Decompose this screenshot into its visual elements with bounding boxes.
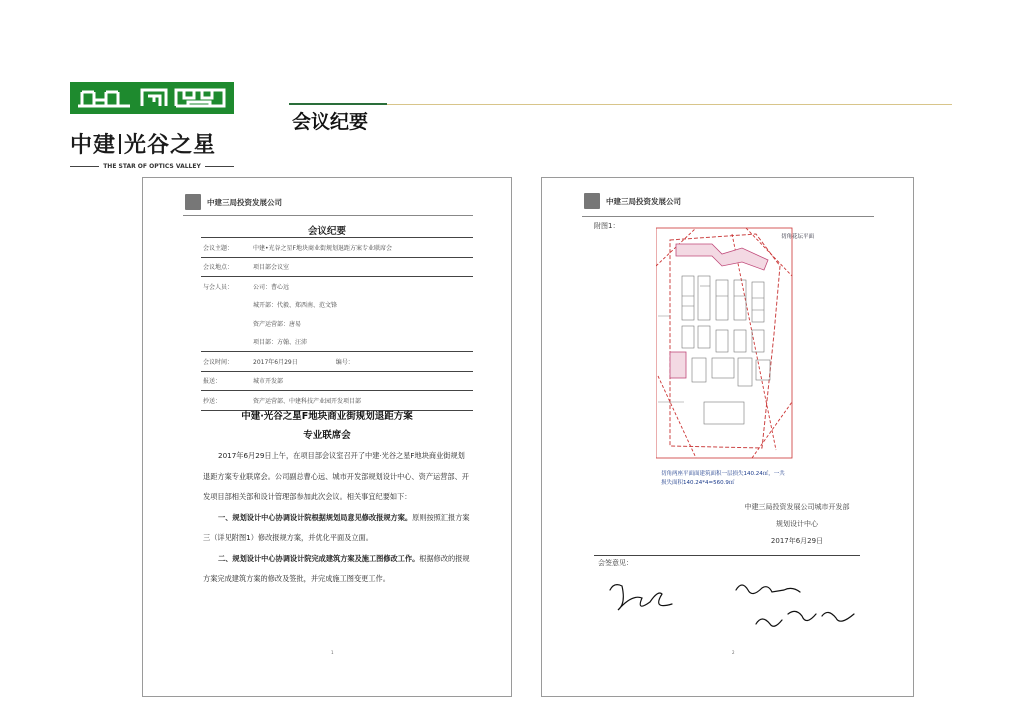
site-plan-drawing xyxy=(656,226,796,466)
issuer-block xyxy=(712,499,882,550)
info-value: 资产运营部、中建科技产业园开发项目部 xyxy=(251,391,473,411)
page-number: 2 xyxy=(732,650,735,655)
company-header xyxy=(584,193,681,209)
brand-logo xyxy=(70,82,234,170)
signature-1 xyxy=(610,585,672,610)
highlight-building-left xyxy=(670,352,686,378)
info-label: 与会人员： xyxy=(203,283,234,291)
info-label xyxy=(201,296,251,315)
minutes-item-1-text: 原则按照汇报方案三（详见附图1）修改报规方案，并优化平面及立面。 xyxy=(203,512,470,542)
info-label xyxy=(201,314,251,333)
info-label: 会议主题： xyxy=(201,238,251,258)
logo-chinese-name xyxy=(70,128,234,159)
minutes-item-2-text: 根据修改的报规方案完成建筑方案的修改及签批，并完成施工图变更工作。 xyxy=(203,553,470,583)
header-accent-rule xyxy=(289,103,387,105)
info-label: 报送： xyxy=(201,371,251,391)
header-divider xyxy=(183,215,473,216)
minutes-item-1 xyxy=(203,508,471,549)
header-divider xyxy=(582,216,874,217)
info-row xyxy=(201,352,473,372)
minutes-intro: 2017年6月29日上午，在项目部会议室召开了中建·光谷之星F地块商业街规划退距方案专业联席会。公司副总曹心远、城市开发部规划设计中心、资产运营部、开发项目部相关部和设计管理部参加此次会议。相关事宜纪要如下： xyxy=(203,451,469,501)
info-row xyxy=(201,238,473,258)
info-label: 会议时间： xyxy=(201,352,251,372)
meeting-date: 2017年6月29日 xyxy=(253,358,298,366)
handwritten-signatures xyxy=(602,564,862,644)
meeting-info-table xyxy=(201,237,473,411)
plan-annotation: 切角花坛平面 xyxy=(781,234,815,240)
header-rule xyxy=(387,104,952,105)
info-row xyxy=(201,277,473,296)
info-value: 中建•光谷之星F地块商业街规划退距方案专业联席会 xyxy=(251,238,473,258)
info-row xyxy=(201,257,473,277)
minutes-item-1-heading: 一、规划设计中心协调设计院根据规划局意见修改报规方案。 xyxy=(218,512,413,522)
logo-pattern-icon xyxy=(70,82,234,114)
issue-date: 2017年6月29日 xyxy=(770,537,824,545)
figure-label: 附图1： xyxy=(594,222,620,230)
info-row xyxy=(201,296,473,315)
issuer-dept: 规划设计中心 xyxy=(776,520,818,528)
logo-english-text: THE STAR OF OPTICS VALLEY xyxy=(103,163,201,170)
plan-caption-line-1: 切角两座平面面建筑面积一层损失140.24㎡，一共 xyxy=(661,471,785,477)
info-value: 项目部：方翰、汪沛 xyxy=(251,333,473,352)
company-name: 中建三局投资发展公司 xyxy=(207,197,282,207)
doc-number-label: 编号： xyxy=(335,358,354,366)
info-label: 会议地点： xyxy=(201,257,251,277)
plan-caption-line-2: 损失面积140.24*4=560.9㎡ xyxy=(661,480,735,486)
signature-3 xyxy=(756,611,854,626)
logo-rule-right xyxy=(205,166,234,167)
company-logo-icon xyxy=(185,194,201,210)
company-name: 中建三局投资发展公司 xyxy=(606,196,681,206)
info-value: 城开部：代毅、郑西南、范文锋 xyxy=(253,302,338,310)
countersign-rule xyxy=(594,555,860,556)
document-page-2 xyxy=(541,177,914,697)
meeting-title-line-2: 专业联席会 xyxy=(303,430,351,441)
logo-name-part-1: 中建 xyxy=(70,133,117,158)
info-row xyxy=(201,371,473,391)
company-header xyxy=(185,194,282,210)
company-logo-icon xyxy=(584,193,600,209)
document-page-1 xyxy=(142,177,512,697)
info-value: 资产运营部：唐易 xyxy=(253,320,302,328)
doc-title: 会议纪要 xyxy=(307,226,346,237)
logo-name-part-2: 光谷之星 xyxy=(124,133,217,158)
logo-divider xyxy=(119,134,121,154)
issuer-org: 中建三局投资发展公司城市开发部 xyxy=(744,503,850,511)
signature-2 xyxy=(736,585,800,594)
meeting-title-line-1: 中建·光谷之星F地块商业街规划退距方案 xyxy=(241,411,413,422)
page-title: 会议纪要 xyxy=(292,111,369,133)
plan-caption xyxy=(661,470,785,488)
minutes-item-2 xyxy=(203,549,471,590)
info-row xyxy=(201,314,473,333)
logo-english-name xyxy=(70,163,234,170)
info-label: 抄送： xyxy=(201,391,251,411)
info-value xyxy=(251,352,473,372)
info-row xyxy=(201,333,473,352)
info-value: 城市开发部 xyxy=(251,371,473,391)
info-value: 公司：曹心远 xyxy=(253,283,290,291)
info-label xyxy=(201,333,251,352)
page-number: 1 xyxy=(331,650,334,655)
logo-rule-left xyxy=(70,166,99,167)
minutes-body xyxy=(203,446,471,590)
minutes-item-2-heading: 二、规划设计中心协调设计院完成建筑方案及施工图修改工作。 xyxy=(218,553,420,563)
logo-mark xyxy=(70,82,234,114)
info-value: 项目部会议室 xyxy=(251,257,473,277)
countersign-label: 会签意见： xyxy=(598,559,633,567)
